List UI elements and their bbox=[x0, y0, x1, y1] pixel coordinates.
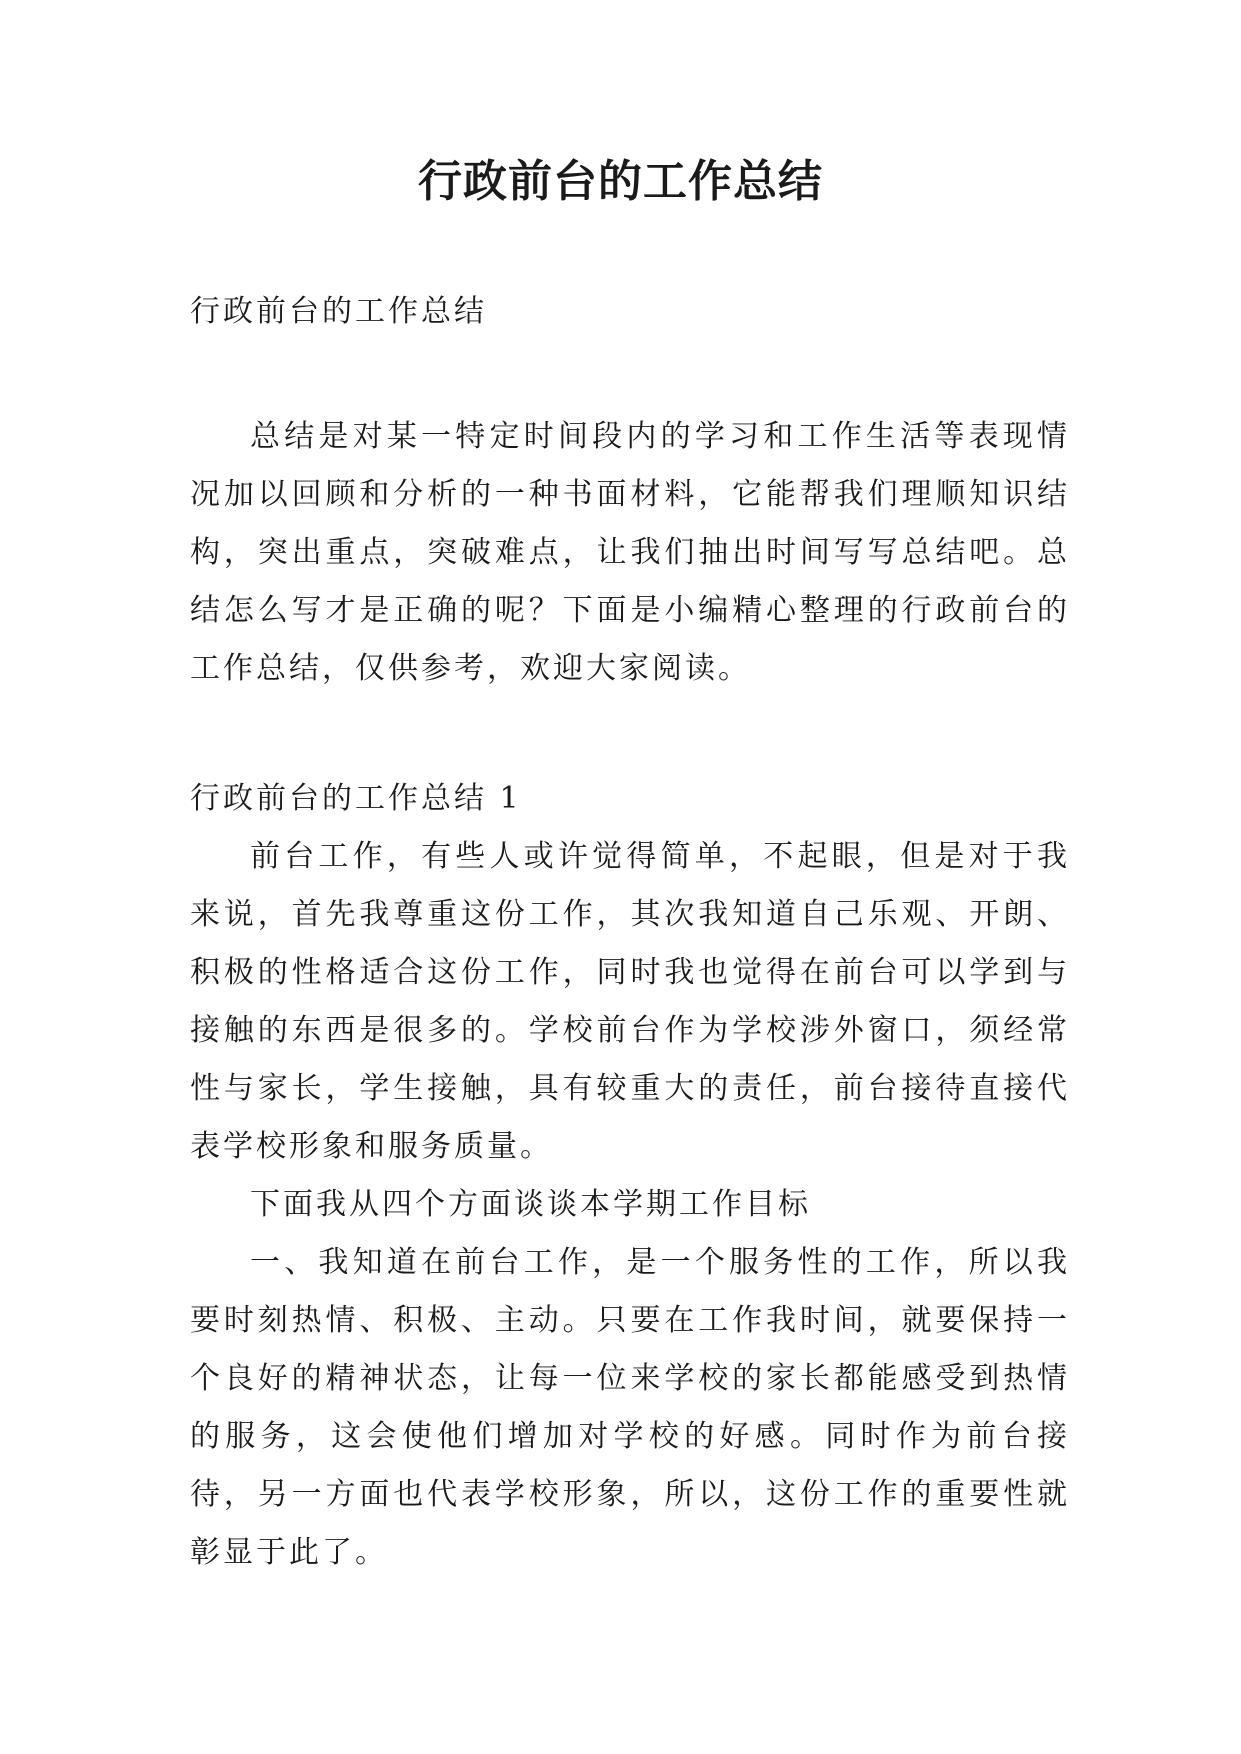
body-paragraph: 一、我知道在前台工作，是一个服务性的工作，所以我要时刻热情、积极、主动。只要在工作我时间，就要保持一个良好的精神状态，让每一位来学校的家长都能感受到热情的服务，这会使他们增加对学校的好感。同时作为前台接待，另一方面也代表学校形象，所以，这份工作的重要性就彰显于此了。 bbox=[190, 1245, 1070, 1570]
spacer bbox=[190, 332, 1070, 408]
document-title: 行政前台的工作总结 bbox=[418, 156, 823, 207]
document-subtitle: 行政前台的工作总结 bbox=[190, 294, 487, 329]
document-body bbox=[190, 292, 1070, 1582]
spacer bbox=[190, 698, 1070, 770]
body-paragraph: 下面我从四个方面谈谈本学期工作目标 bbox=[250, 1187, 811, 1222]
body-paragraph: 前台工作，有些人或许觉得简单，不起眼，但是对于我来说，首先我尊重这份工作，其次我知道自己乐观、开朗、积极的性格适合这份工作，同时我也觉得在前台可以学到与接触的东西是很多的。学校前台作为学校涉外窗口，须经常性与家长，学生接触，具有较重大的责任，前台接待直接代表学校形象和服务质量。 bbox=[190, 839, 1070, 1164]
section-heading: 行政前台的工作总结 1 bbox=[190, 781, 522, 816]
intro-paragraph: 总结是对某一特定时间段内的学习和工作生活等表现情况加以回顾和分析的一种书面材料，它能帮我们理顺知识结构，突出重点，突破难点，让我们抽出时间写写总结吧。总结怎么写才是正确的呢？下面是小编精心整理的行政前台的工作总结，仅供参考，欢迎大家阅读。 bbox=[190, 419, 1070, 686]
